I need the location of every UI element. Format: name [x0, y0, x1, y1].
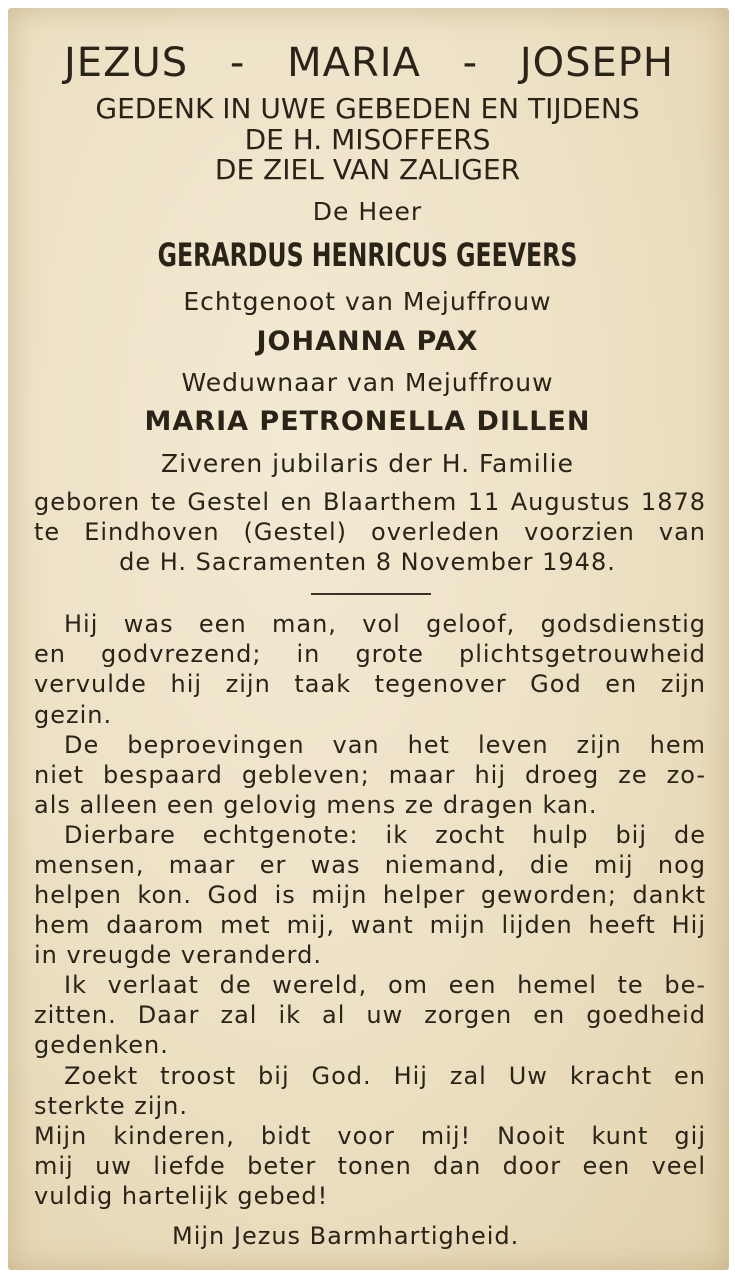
body-line: in vreugde veranderd. — [34, 941, 322, 969]
de-heer: De Heer — [312, 197, 423, 226]
body-line: als alleen een gelovig mens ze dragen kan. — [34, 791, 598, 819]
body-line: sterkte zijn. — [34, 1092, 189, 1120]
spouse-label: Echtgenoot van Mejuffrouw — [183, 287, 552, 316]
body-line: Dierbare echtgenote: ik zocht hulp bij de — [64, 821, 706, 849]
widower-label: Weduwnaar van Mejuffrouw — [181, 368, 554, 397]
body-line: en godvrezend; in grote plichtsgetrouwheid — [34, 640, 706, 668]
body-line: mij uw liefde beter tonen dan door een veel — [34, 1152, 706, 1180]
intro-line: GEDENK IN UWE GEBEDEN EN TIJDENS — [95, 92, 640, 125]
body-line: zitten. Daar zal ik al uw zorgen en goedheid — [34, 1001, 706, 1029]
birth-death-line: te Eindhoven (Gestel) overleden voorzien van — [34, 518, 706, 546]
body-line: helpen kon. God is mijn helper geworden; dankt — [34, 881, 706, 909]
body-line: gezin. — [34, 701, 113, 729]
birth-death-line: geboren te Gestel en Blaarthem 11 Augustus 1878 — [34, 488, 706, 516]
closing-prayer: Mijn Jezus Barmhartigheid. — [172, 1222, 520, 1250]
divider — [311, 593, 431, 595]
body-line: Hij was een man, vol geloof, godsdienstig — [64, 610, 706, 638]
heading-maria: MARIA — [287, 40, 421, 86]
body-line: vuldig hartelijk gebed! — [34, 1182, 329, 1210]
body-line: niet bespaard gebleven; maar hij droeg ze zo- — [34, 761, 706, 789]
heading — [64, 40, 674, 86]
heading-jezus: JEZUS — [64, 40, 189, 86]
body-line: Mijn kinderen, bidt voor mij! Nooit kunt gij — [34, 1122, 706, 1150]
intro-line: DE H. MISOFFERS — [244, 123, 491, 156]
birth-death-line: de H. Sacramenten 8 November 1948. — [119, 548, 616, 576]
body-line: Zoekt troost bij God. Hij zal Uw kracht en — [64, 1062, 706, 1090]
spouse-name: JOHANNA PAX — [256, 326, 479, 357]
heading-dash: - — [229, 40, 246, 86]
body-line: vervulde hij zijn taak tegenover God en zijn — [34, 670, 706, 698]
jubilee: Ziveren jubilaris der H. Familie — [161, 449, 574, 478]
body-line: mensen, maar er was niemand, die mij nog — [34, 851, 706, 879]
body-line: gedenken. — [34, 1031, 169, 1059]
intro-line: DE ZIEL VAN ZALIGER — [214, 153, 521, 186]
heading-dash: - — [462, 40, 479, 86]
body-line: Ik verlaat de wereld, om een hemel te be- — [64, 971, 706, 999]
deceased-name: GERARDUS HENRICUS GEEVERS — [157, 236, 578, 274]
body-line: hem daarom met mij, want mijn lijden heeft Hij — [34, 911, 706, 939]
former-spouse-name: MARIA PETRONELLA DILLEN — [144, 406, 591, 437]
body-line: De beproevingen van het leven zijn hem — [64, 731, 706, 759]
heading-joseph: JOSEPH — [519, 40, 674, 86]
